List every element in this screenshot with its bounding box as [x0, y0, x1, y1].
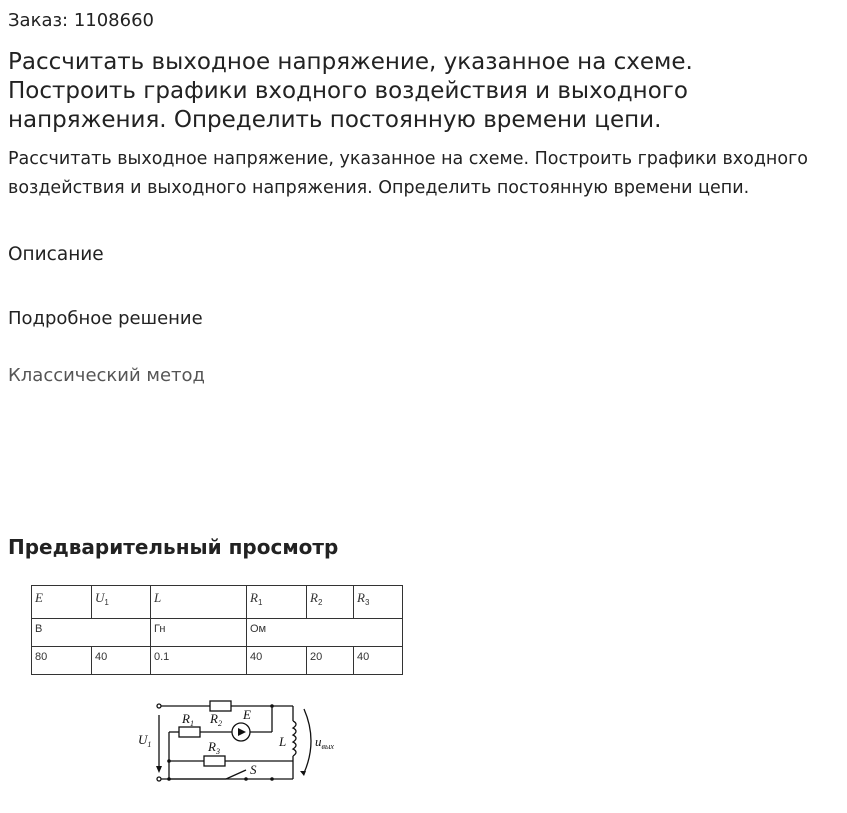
page-title: Рассчитать выходное напряжение, указанное на схеме. Построить графики входного воздействия и выходного напряжения. Определить постоянную времени цепи.: [8, 49, 693, 133]
table-value-cell: 80: [32, 647, 92, 675]
input-terminal-bottom: [157, 777, 161, 781]
table-header-cell: E: [32, 586, 92, 619]
table-unit-cell: В: [32, 619, 151, 647]
circuit-diagram: [130, 695, 360, 790]
label-s: S: [250, 762, 257, 777]
section-solution-heading: Подробное решение: [8, 308, 203, 329]
table-row: [32, 647, 403, 675]
table-unit-cell: Гн: [151, 619, 247, 647]
inductor-l: [293, 721, 296, 756]
table-header-cell: $U_1$: [92, 586, 151, 619]
preview-heading: Предварительный просмотр: [8, 535, 339, 559]
resistor-r1: [179, 727, 200, 737]
table-header-cell: $R_2$: [307, 586, 354, 619]
input-terminal-top: [157, 704, 161, 708]
order-number: Заказ: 1108660: [8, 10, 154, 31]
table-header-cell: $R_3$: [354, 586, 403, 619]
label-uout: $u_{вых}$: [315, 734, 334, 751]
label-l: L: [279, 734, 287, 749]
section-method-label: Классический метод: [8, 365, 205, 386]
table-value-cell: 40: [92, 647, 151, 675]
label-u1: $U_1$: [138, 732, 152, 749]
table-value-cell: 20: [307, 647, 354, 675]
switch-s: [226, 770, 246, 779]
label-r3: $R_3$: [208, 739, 220, 756]
output-voltage-arrow: [304, 709, 311, 773]
section-description-heading: Описание: [8, 244, 104, 265]
table-row: [32, 619, 403, 647]
table-value-cell: 0.1: [151, 647, 247, 675]
label-r1: $R_1$: [182, 711, 194, 728]
task-description: Рассчитать выходное напряжение, указанное на схеме. Построить графики входного воздействия и выходного напряжения. Определить постоянную времени цепи.: [8, 149, 808, 198]
table-header-cell: L: [151, 586, 247, 619]
table-value-cell: 40: [247, 647, 307, 675]
resistor-top: [210, 701, 231, 711]
label-e: E: [243, 707, 251, 722]
resistor-r3: [204, 756, 225, 766]
label-r2: $R_2$: [210, 711, 222, 728]
table-header-cell: $R_1$: [247, 586, 307, 619]
table-unit-cell: Ом: [247, 619, 403, 647]
table-value-cell: 40: [354, 647, 403, 675]
parameters-table: [31, 585, 403, 675]
table-row: [32, 586, 403, 619]
